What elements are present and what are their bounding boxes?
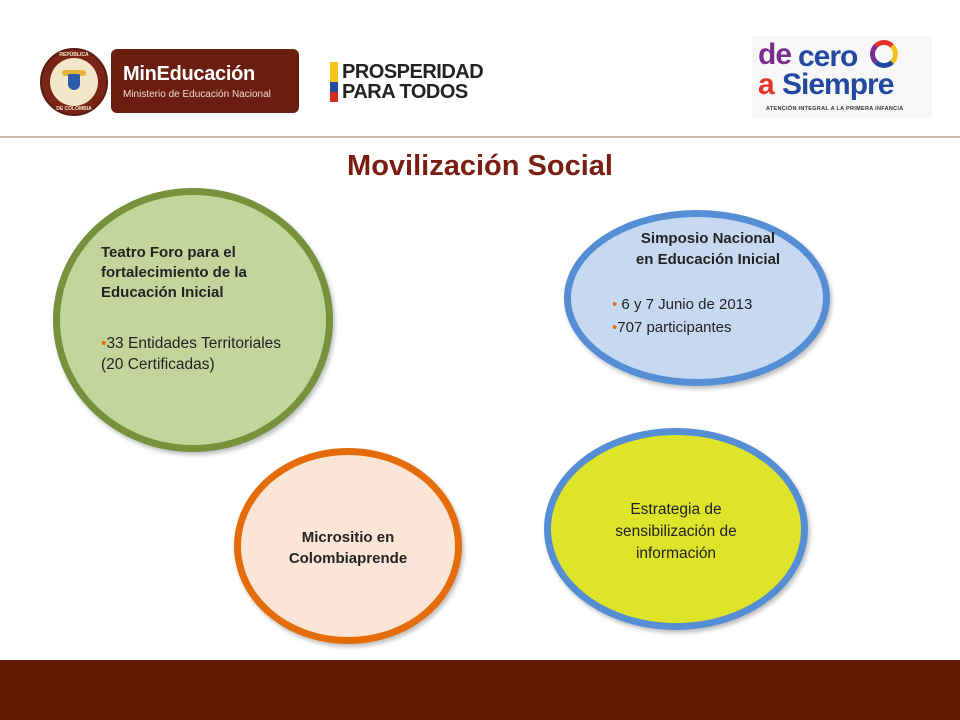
dcas-de: de: [758, 38, 792, 71]
seal-top-text: REPÚBLICA: [59, 52, 89, 58]
micrositio-line2: Colombiaprende: [288, 550, 408, 567]
simposio-title-line1: Simposio Nacional: [640, 230, 776, 247]
dcas-tagline: ATENCIÓN INTEGRAL A LA PRIMERA INFANCIA: [766, 106, 904, 112]
mineducacion-title: MinEducación: [123, 63, 255, 85]
seal-bottom-text: DE COLOMBIA: [56, 106, 92, 112]
prosperidad-line1: PROSPERIDAD: [342, 61, 484, 83]
dcas-a: a: [758, 68, 774, 101]
colombia-flag-icon: [330, 62, 338, 102]
dcas-siempre: Siempre: [782, 68, 894, 101]
teatro-foro-title: Teatro Foro para el fortalecimiento de la Educación Inicial: [101, 244, 247, 301]
header-divider: [0, 136, 960, 138]
seal-shield-icon: [68, 74, 80, 90]
dcas-cero: cero: [798, 40, 858, 73]
simposio-title-line2: en Educación Inicial: [635, 251, 781, 268]
mineducacion-subtitle: Ministerio de Educación Nacional: [123, 89, 271, 100]
teatro-foro-bullet: • 33 Entidades Territoriales (20 Certificadas): [101, 333, 291, 375]
estrategia-line1: Estrategia de: [630, 501, 722, 518]
prosperidad-line2: PARA TODOS: [342, 81, 468, 103]
header: [0, 0, 960, 136]
estrategia-line2: sensibilización de: [615, 523, 737, 540]
simposio-bullet-dates: • 6 y 7 Junio de 2013: [612, 294, 822, 315]
dcas-ring-icon: [870, 40, 898, 68]
prosperidad-logo: [330, 62, 500, 102]
micrositio-line1: Micrositio en: [301, 529, 395, 546]
simposio-bullet-participants: • 707 participantes: [612, 317, 822, 338]
slide-title: Movilización Social: [347, 150, 613, 182]
estrategia-line3: información: [635, 545, 717, 562]
seal-emblem: [50, 58, 98, 106]
mineducacion-logo: [111, 49, 299, 113]
de-cero-a-siempre-logo: [752, 36, 932, 118]
teatro-foro-circle: [53, 188, 333, 452]
colombia-seal-logo: [40, 48, 108, 116]
footer-bar: [0, 660, 960, 720]
